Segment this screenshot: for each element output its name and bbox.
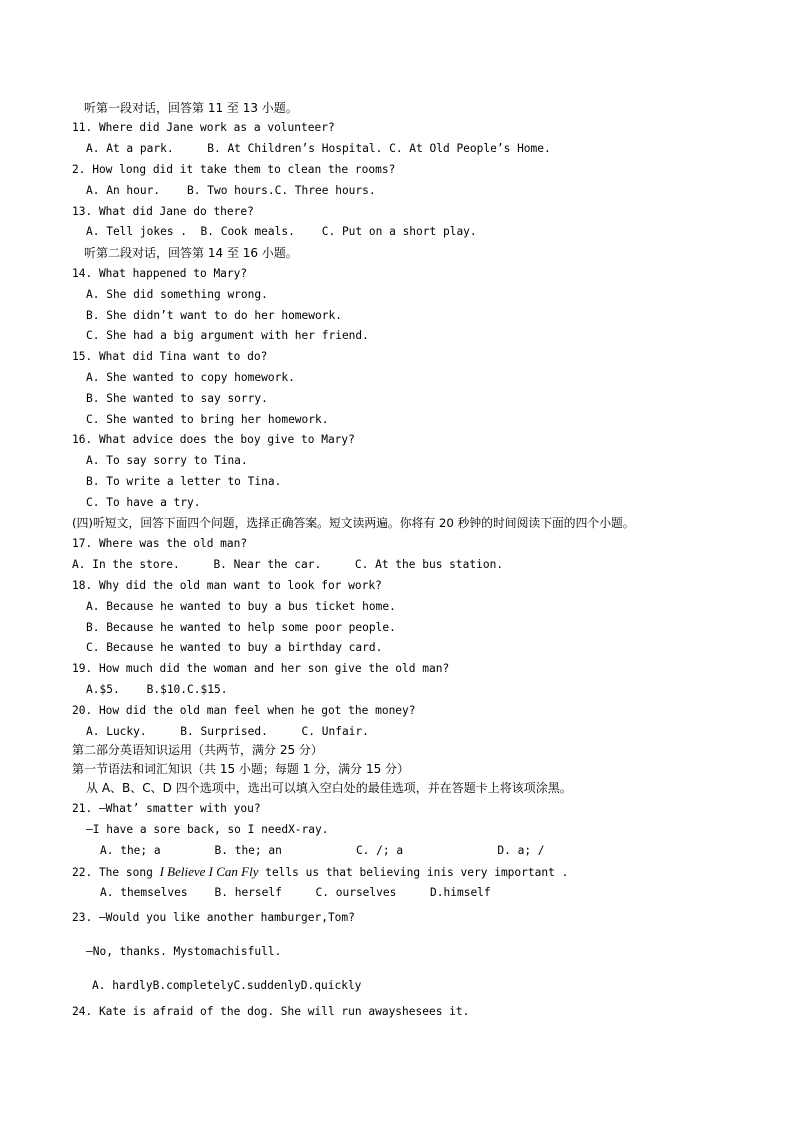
q14-stem: 14. What happened to Mary? [72,267,248,280]
q16-option-a: A. To say sorry to Tina. [86,454,248,467]
q12-stem: 2. How long did it take them to clean the rooms? [72,163,396,176]
q14-option-b: B. She didn’t want to do her homework. [86,309,342,322]
q16-stem: 16. What advice does the boy give to Mary? [72,433,355,446]
q22-song-title: I Believe I Can Fly [159,864,259,879]
q12-options: A. An hour. B. Two hours.C. Three hours. [86,184,376,197]
part2-header: 第二部分英语知识运用（共两节，满分 25 分） [72,743,323,757]
q22-options: A. themselves B. herself C. ourselves D.himself [100,886,491,899]
dialog2-header: 听第二段对话，回答第 14 至 16 小题。 [84,246,298,260]
q14-option-a: A. She did something wrong. [86,288,268,301]
q16-option-b: B. To write a letter to Tina. [86,475,282,488]
dialog1-header: 听第一段对话，回答第 11 至 13 小题。 [84,101,298,115]
q18-option-c: C. Because he wanted to buy a birthday card. [86,641,383,654]
q17-stem: 17. Where was the old man? [72,537,248,550]
q19-stem: 19. How much did the woman and her son give the old man? [72,662,450,675]
q18-option-a: A. Because he wanted to buy a bus ticket home. [86,600,396,613]
q22-stem-pre: 22. The song [72,866,160,879]
q21-options: A. the; a B. the; an C. /; a D. a; / [100,844,545,857]
q20-options: A. Lucky. B. Surprised. C. Unfair. [86,725,369,738]
passage-header: (四)听短文，回答下面四个问题，选择正确答案。短文读两遍。你将有 20 秒钟的时间阅读下面的四个小题。 [72,516,635,530]
q13-stem: 13. What did Jane do there? [72,205,254,218]
q16-option-c: C. To have a try. [86,496,201,509]
q17-options: A. In the store. B. Near the car. C. At the bus station. [72,558,504,571]
q21-stem: 21. —What’ smatter with you? [72,802,261,815]
q21-reply: —I have a sore back, so I needX-ray. [86,823,329,836]
q23-stem: 23. —Would you like another hamburger,Tom? [72,911,355,924]
q13-options: A. Tell jokes . B. Cook meals. C. Put on a short play. [86,225,477,238]
q11-options: A. At a park. B. At Children’s Hospital. C. At Old People’s Home. [86,142,551,155]
q11-stem: 11. Where did Jane work as a volunteer? [72,121,335,134]
q22-stem [72,864,568,881]
q24-stem: 24. Kate is afraid of the dog. She will run awayshesees it. [72,1005,470,1018]
q15-option-b: B. She wanted to say sorry. [86,392,268,405]
q22-stem-post: tells us that believing inis very important . [258,866,569,879]
q23-reply: —No, thanks. Mystomachisfull. [86,945,282,958]
q20-stem: 20. How did the old man feel when he got the money? [72,704,416,717]
instruction-text: 从 A、B、C、D 四个选项中，选出可以填入空白处的最佳选项，并在答题卡上将该项涂黑。 [86,781,572,795]
section1-header: 第一节语法和词汇知识（共 15 小题；每题 1 分，满分 15 分） [72,762,410,776]
q15-option-a: A. She wanted to copy homework. [86,371,295,384]
q15-option-c: C. She wanted to bring her homework. [86,413,329,426]
q19-options: A.$5. B.$10.C.$15. [86,683,228,696]
q14-option-c: C. She had a big argument with her friend. [86,329,369,342]
q23-options: A. hardlyB.completelyC.suddenlyD.quickly [92,979,362,992]
q15-stem: 15. What did Tina want to do? [72,350,268,363]
q18-option-b: B. Because he wanted to help some poor people. [86,621,396,634]
q18-stem: 18. Why did the old man want to look for work? [72,579,382,592]
